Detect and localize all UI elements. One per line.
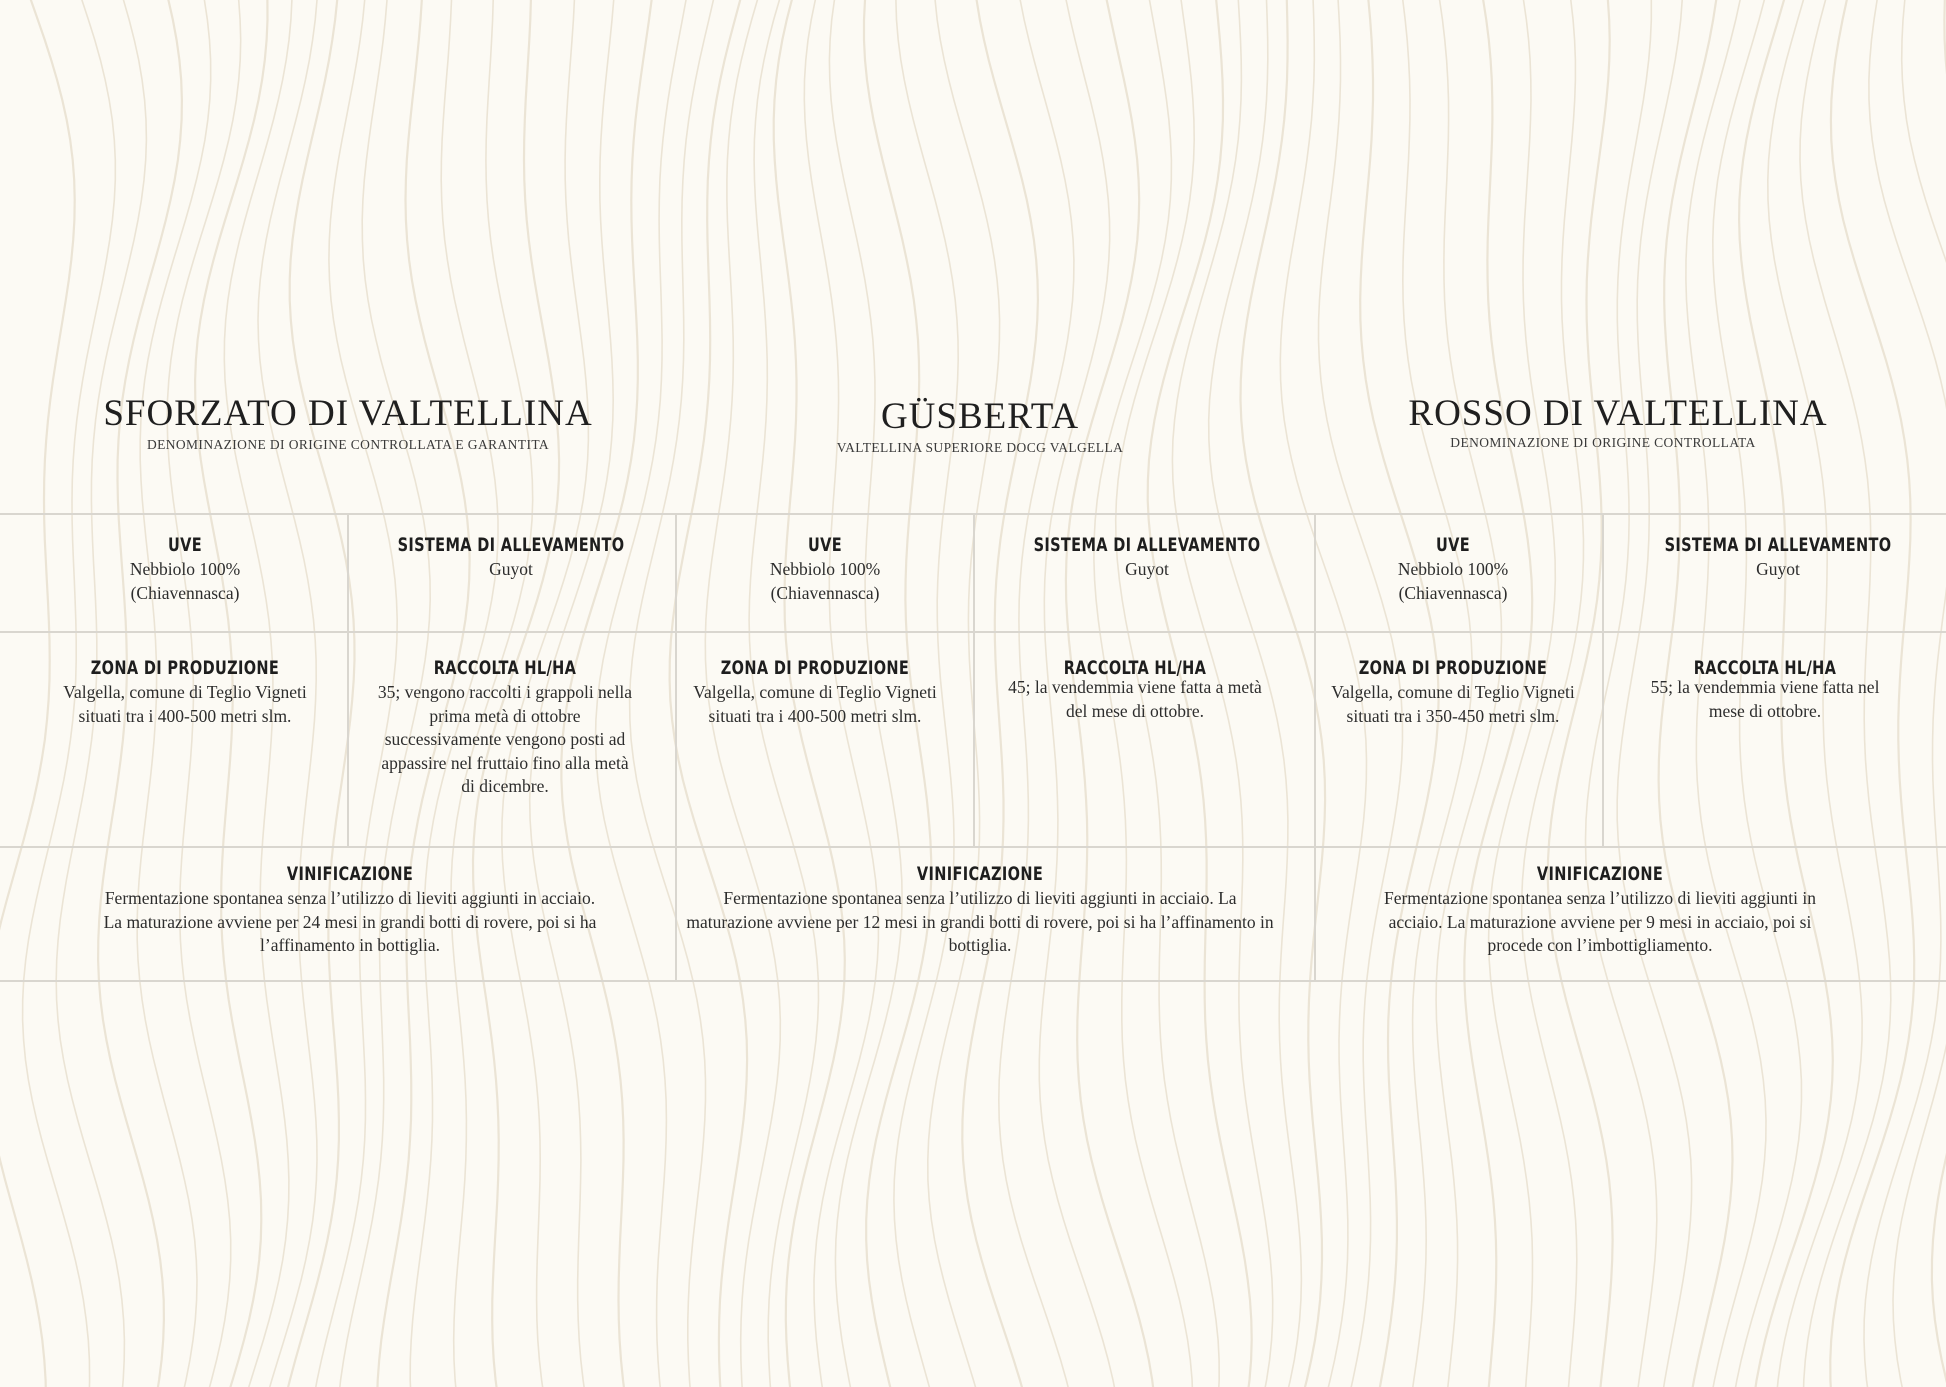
vinificazione-label: VINIFICAZIONE bbox=[1536, 863, 1664, 885]
zona-value: Valgella, comune di Teglio Vigneti situati tra i 400-500 metri slm. bbox=[63, 682, 307, 726]
zona-cell bbox=[60, 656, 310, 728]
allevamento-label: SISTEMA DI ALLEVAMENTO bbox=[1664, 534, 1892, 556]
allevamento-value: Guyot bbox=[1756, 559, 1800, 579]
allevamento-cell bbox=[361, 533, 661, 582]
wine-header-sforzato bbox=[48, 395, 648, 453]
wave-line bbox=[1893, 0, 1946, 1387]
raccolta-cell bbox=[1000, 656, 1270, 723]
sub-divider-1 bbox=[347, 513, 349, 848]
wine-subtitle: DENOMINAZIONE DI ORIGINE CONTROLLATA bbox=[1450, 435, 1756, 450]
zona-cell bbox=[1328, 656, 1578, 728]
uve-cell bbox=[1308, 533, 1598, 605]
vinificazione-label: VINIFICAZIONE bbox=[916, 863, 1044, 885]
uve-label: UVE bbox=[808, 534, 842, 556]
uve-value: Nebbiolo 100% (Chiavennasca) bbox=[129, 559, 241, 603]
allevamento-value: Guyot bbox=[1125, 559, 1169, 579]
vinificazione-value: Fermentazione spontanea senza l’utilizzo di lieviti aggiunti in acciaio. La maturazione avviene per 24 mesi in grandi botti di rovere, poi si ha l’affinamento in bottiglia. bbox=[103, 888, 597, 955]
uve-label: UVE bbox=[168, 534, 202, 556]
uve-cell bbox=[40, 533, 330, 605]
allevamento-cell bbox=[1628, 533, 1928, 582]
raccolta-label: RACCOLTA HL/HA bbox=[1063, 657, 1207, 679]
uve-cell bbox=[680, 533, 970, 605]
raccolta-cell bbox=[375, 656, 635, 799]
uve-label: UVE bbox=[1436, 534, 1470, 556]
sub-divider-3 bbox=[1602, 513, 1604, 848]
zona-label: ZONA DI PRODUZIONE bbox=[1358, 657, 1548, 679]
vinificazione-value: Fermentazione spontanea senza l’utilizzo di lieviti aggiunti in acciaio. La maturazione avviene per 9 mesi in acciaio, poi si procede con l’imbottigliamento. bbox=[1383, 888, 1817, 955]
grid-line-bottom bbox=[0, 980, 1946, 982]
vinificazione-value: Fermentazione spontanea senza l’utilizzo di lieviti aggiunti in acciaio. La maturazione avviene per 12 mesi in grandi botti di rovere, poi si ha l’affinamento in bottiglia. bbox=[686, 888, 1274, 955]
allevamento-label: SISTEMA DI ALLEVAMENTO bbox=[397, 534, 625, 556]
zona-value: Valgella, comune di Teglio Vigneti situati tra i 350-450 metri slm. bbox=[1331, 682, 1575, 726]
zona-label: ZONA DI PRODUZIONE bbox=[90, 657, 280, 679]
wine-header-rosso bbox=[1318, 395, 1918, 451]
uve-value: Nebbiolo 100% (Chiavennasca) bbox=[1397, 559, 1509, 603]
wine-title: ROSSO DI VALTELLINA bbox=[1408, 393, 1828, 434]
allevamento-label: SISTEMA DI ALLEVAMENTO bbox=[1033, 534, 1261, 556]
raccolta-cell bbox=[1640, 656, 1890, 723]
wine-header-gusberta bbox=[680, 398, 1280, 456]
vinificazione-cell bbox=[1360, 862, 1840, 958]
column-divider-1 bbox=[675, 513, 677, 982]
raccolta-label: RACCOLTA HL/HA bbox=[1693, 657, 1837, 679]
vinificazione-cell bbox=[685, 862, 1275, 958]
vinificazione-label: VINIFICAZIONE bbox=[286, 863, 414, 885]
zona-cell bbox=[690, 656, 940, 728]
uve-value: Nebbiolo 100% (Chiavennasca) bbox=[769, 559, 881, 603]
sub-divider-2 bbox=[973, 513, 975, 848]
wine-subtitle: VALTELLINA SUPERIORE DOCG VALGELLA bbox=[836, 440, 1124, 455]
wine-title: SFORZATO DI VALTELLINA bbox=[103, 393, 593, 434]
zona-value: Valgella, comune di Teglio Vigneti situati tra i 400-500 metri slm. bbox=[693, 682, 937, 726]
raccolta-value: 55; la vendemmia viene fatta nel mese di ottobre. bbox=[1650, 677, 1880, 721]
raccolta-value: 35; vengono raccolti i grappoli nella prima metà di ottobre successivamente vengono posti ad appassire nel fruttaio fino alla metà di dicembre. bbox=[377, 682, 633, 796]
wine-subtitle: DENOMINAZIONE DI ORIGINE CONTROLLATA E GARANTITA bbox=[146, 437, 550, 452]
raccolta-value: 45; la vendemmia viene fatta a metà del mese di ottobre. bbox=[1008, 677, 1262, 721]
allevamento-cell bbox=[997, 533, 1297, 582]
allevamento-value: Guyot bbox=[489, 559, 533, 579]
zona-label: ZONA DI PRODUZIONE bbox=[720, 657, 910, 679]
wine-title: GÜSBERTA bbox=[880, 396, 1080, 437]
vinificazione-cell bbox=[95, 862, 605, 958]
raccolta-label: RACCOLTA HL/HA bbox=[433, 657, 577, 679]
